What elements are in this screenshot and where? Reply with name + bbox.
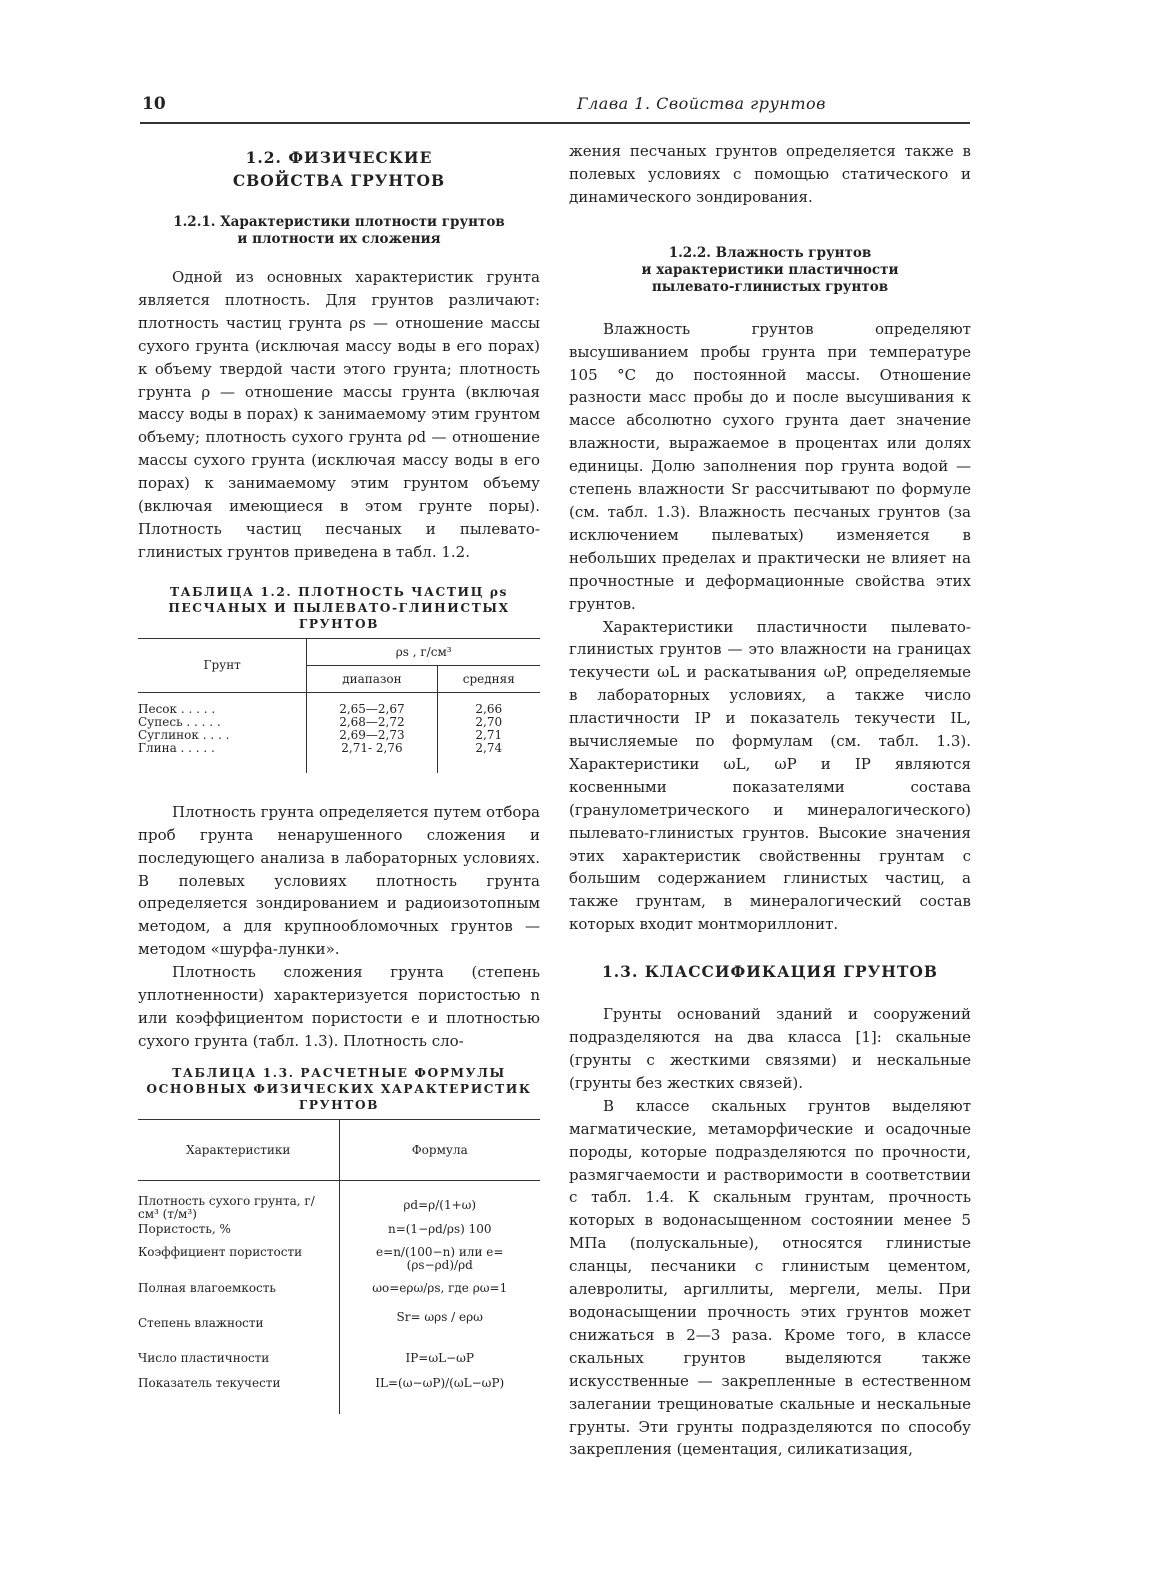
left-column bbox=[138, 140, 540, 1414]
table-1-3-col-formula: Формула bbox=[339, 1119, 540, 1180]
table-1-3-caption-line-2: ОСНОВНЫХ ФИЗИЧЕСКИХ ХАРАКТЕРИСТИК bbox=[146, 1081, 532, 1096]
table-1-2-mean-cell: 2,70 bbox=[437, 716, 540, 729]
table-1-2 bbox=[138, 638, 540, 773]
paragraph-density-determination: Плотность грунта определяется путем отбора проб грунта ненарушенного сложения и последующего анализа в лабораторных условиях. В полевых условиях плотность грунта определяется зондированием и радиоизотопным методом, а для крупнообломочных грунтов — методом «шурфа-лунки». bbox=[138, 802, 540, 959]
table-1-2-caption-line-2: ПЕСЧАНЫХ И ПЫЛЕВАТО-ГЛИНИСТЫХ ГРУНТОВ bbox=[168, 600, 510, 631]
table-1-3-name-cell: Пористость, % bbox=[138, 1221, 231, 1236]
table-row bbox=[138, 1236, 540, 1272]
table-1-2-col-range: диапазон bbox=[307, 665, 437, 692]
subsection-title-line-3: пылевато-глинистых грунтов bbox=[651, 278, 889, 295]
table-1-2-col-mean: средняя bbox=[437, 665, 540, 692]
page-header bbox=[140, 92, 970, 124]
table-1-3-formula-cell: n=(1−ρd/ρs) 100 bbox=[339, 1221, 540, 1236]
paragraph-continuation: жения песчаных грунтов определяется также в полевых условиях с помощью статического и динамического зондирования. bbox=[569, 142, 971, 206]
table-row bbox=[138, 1365, 540, 1414]
table-1-3-name-cell: Число пластичности bbox=[138, 1350, 270, 1365]
table-1-3-formula-cell: ωo=eρω/ρs, где ρω=1 bbox=[339, 1272, 540, 1295]
table-row bbox=[138, 1330, 540, 1365]
table-row bbox=[138, 1295, 540, 1330]
table-1-2-soil-cell: Супесь . . . . . bbox=[138, 714, 221, 729]
table-1-3-formula-cell: ρd=ρ/(1+ω) bbox=[339, 1180, 540, 1221]
table-row bbox=[138, 1221, 540, 1236]
table-row bbox=[138, 729, 540, 742]
section-title-line-1: 1.2. ФИЗИЧЕСКИЕ bbox=[245, 148, 433, 167]
subsection-title-line-1: 1.2.2. Влажность грунтов bbox=[668, 244, 872, 261]
table-1-2-mean-cell: 2,74 bbox=[437, 742, 540, 773]
table-row bbox=[138, 716, 540, 729]
section-title-classification: 1.3. КЛАССИФИКАЦИЯ ГРУНТОВ bbox=[602, 962, 938, 982]
table-1-3-caption-line-3: ГРУНТОВ bbox=[298, 1097, 380, 1112]
table-1-3-formula-cell: IP=ωL−ωP bbox=[339, 1330, 540, 1365]
table-1-3 bbox=[138, 1119, 540, 1414]
table-row bbox=[138, 692, 540, 716]
table-1-3-formula-cell: IL=(ω−ωP)/(ωL−ωP) bbox=[339, 1365, 540, 1414]
table-1-2-soil-cell: Суглинок . . . . bbox=[138, 727, 230, 742]
subsection-title-line-1: 1.2.1. Характеристики плотности грунтов bbox=[173, 214, 505, 230]
table-1-2-soil-cell: Песок . . . . . bbox=[138, 701, 216, 716]
table-1-2-range-cell: 2,68—2,72 bbox=[307, 716, 437, 729]
table-row bbox=[138, 1180, 540, 1221]
table-1-3-formula-cell: e=n/(100−n) или e=(ρs−ρd)/ρd bbox=[339, 1236, 540, 1272]
paragraph-rocky-soils: В классе скальных грунтов выделяют магматические, метаморфические и осадочные породы, которые подразделяются по прочности, размягчаемости и растворимости в соответствии с табл. 1.4. К скальным грунтам, прочность которых в водонасыщенном состоянии менее 5 МПа (полускальные), относятся глинистые сланцы, песчаники с глинистым цементом, алевролиты, аргиллиты, мергели, мелы. При водонасыщении прочность этих грунтов может снижаться в 2—3 раза. Кроме того, в классе скальных грунтов выделяются также искусственные — закрепленные в естественном залегании трещиноватые скальные и нескальные грунты. Эти грунты подразделяются по способу закрепления (цементация, силикатизация, bbox=[569, 1096, 971, 1459]
table-1-2-col-group: ρs , г/см³ bbox=[307, 638, 540, 665]
table-row bbox=[138, 742, 540, 773]
table-1-3-caption-line-1: ТАБЛИЦА 1.3. РАСЧЕТНЫЕ ФОРМУЛЫ bbox=[172, 1065, 506, 1080]
table-1-2-mean-cell: 2,66 bbox=[437, 692, 540, 716]
table-1-3-col-characteristics: Характеристики bbox=[138, 1119, 339, 1180]
running-title: Глава 1. Свойства грунтов bbox=[577, 94, 826, 113]
table-1-3-formula-cell: Sr= ωρs / eρω bbox=[339, 1295, 540, 1330]
section-title-line-2: СВОЙСТВА ГРУНТОВ bbox=[232, 171, 446, 190]
paragraph-packing-density: Плотность сложения грунта (степень уплотненности) характеризуется пористостью n или коэффициентом пористости e и плотностью сухого грунта (табл. 1.3). Плотность сло- bbox=[138, 963, 540, 1050]
table-row bbox=[138, 1272, 540, 1295]
right-column bbox=[569, 140, 971, 1461]
paragraph-density-types: Одной из основных характеристик грунта является плотность. Для грунтов различают: плотность частиц грунта ρs — отношение массы сухого грунта (исключая массу воды в его порах) к объему твердой части этого грунта; плотность грунта ρ — отношение массы грунта (включая массу воды в порах) к занимаемому этим грунтом объему; плотность сухого грунта ρd — отношение массы сухого грунта (исключая массу воды в его порах) к занимаемому этим грунтом объему (включая имеющиеся в этом грунте поры). Плотность частиц песчаных и пылевато-глинистых грунтов приведена в табл. 1.2. bbox=[138, 268, 540, 561]
subsection-title-line-2: и плотности их сложения bbox=[237, 231, 441, 247]
table-1-3-name-cell: Плотность сухого грунта, г/см³ (т/м³) bbox=[138, 1193, 315, 1221]
table-1-2-range-cell: 2,71- 2,76 bbox=[307, 742, 437, 773]
table-1-3-name-cell: Коэффициент пористости bbox=[138, 1244, 303, 1259]
table-1-2-soil-cell: Глина . . . . . bbox=[138, 740, 215, 755]
table-1-2-mean-cell: 2,71 bbox=[437, 729, 540, 742]
table-1-2-range-cell: 2,65—2,67 bbox=[307, 692, 437, 716]
paragraph-plasticity: Характеристики пластичности пылевато-глинистых грунтов — это влажности на границах текучести ωL и раскатывания ωP, определяемые в лабораторных условиях, а также число пластичности IP и показатель текучести IL, вычисляемые по формулам (см. табл. 1.3). Характеристики ωL, ωP и IP являются косвенными показателями состава (гранулометрического и минералогического) пылевато-глинистых грунтов. Высокие значения этих характеристик свойственны грунтам с большим содержанием глинистых частиц, а также грунтам, в минералогический состав которых входит монтмориллонит. bbox=[569, 617, 971, 934]
table-1-2-col-soil: Грунт bbox=[138, 638, 307, 692]
table-1-3-name-cell: Полная влагоемкость bbox=[138, 1280, 276, 1295]
table-1-2-caption-line-1: ТАБЛИЦА 1.2. ПЛОТНОСТЬ ЧАСТИЦ ρs bbox=[169, 584, 509, 599]
paragraph-soil-classes: Грунты оснований зданий и сооружений подразделяются на два класса [1]: скальные (грунты с жесткими связями) и нескальные (грунты без жестких связей). bbox=[569, 1005, 971, 1092]
table-1-3-name-cell: Показатель текучести bbox=[138, 1375, 281, 1390]
table-1-2-range-cell: 2,69—2,73 bbox=[307, 729, 437, 742]
page-number: 10 bbox=[142, 94, 166, 114]
subsection-title-line-2: и характеристики пластичности bbox=[641, 261, 899, 278]
paragraph-moisture: Влажность грунтов определяют высушиванием пробы грунта при температуре 105 °С до постоянной массы. Отношение разности масс пробы до и после высушивания к массе абсолютно сухого грунта дает значение влажности, выражаемое в процентах или долях единицы. Долю заполнения пор грунта водой — степень влажности Sr рассчитывают по формуле (см. табл. 1.3). Влажность песчаных грунтов (за исключением пылеватых) изменяется в небольших пределах и практически не влияет на прочностные и деформационные свойства этих грунтов. bbox=[569, 319, 971, 613]
table-1-3-name-cell: Степень влажности bbox=[138, 1315, 264, 1330]
